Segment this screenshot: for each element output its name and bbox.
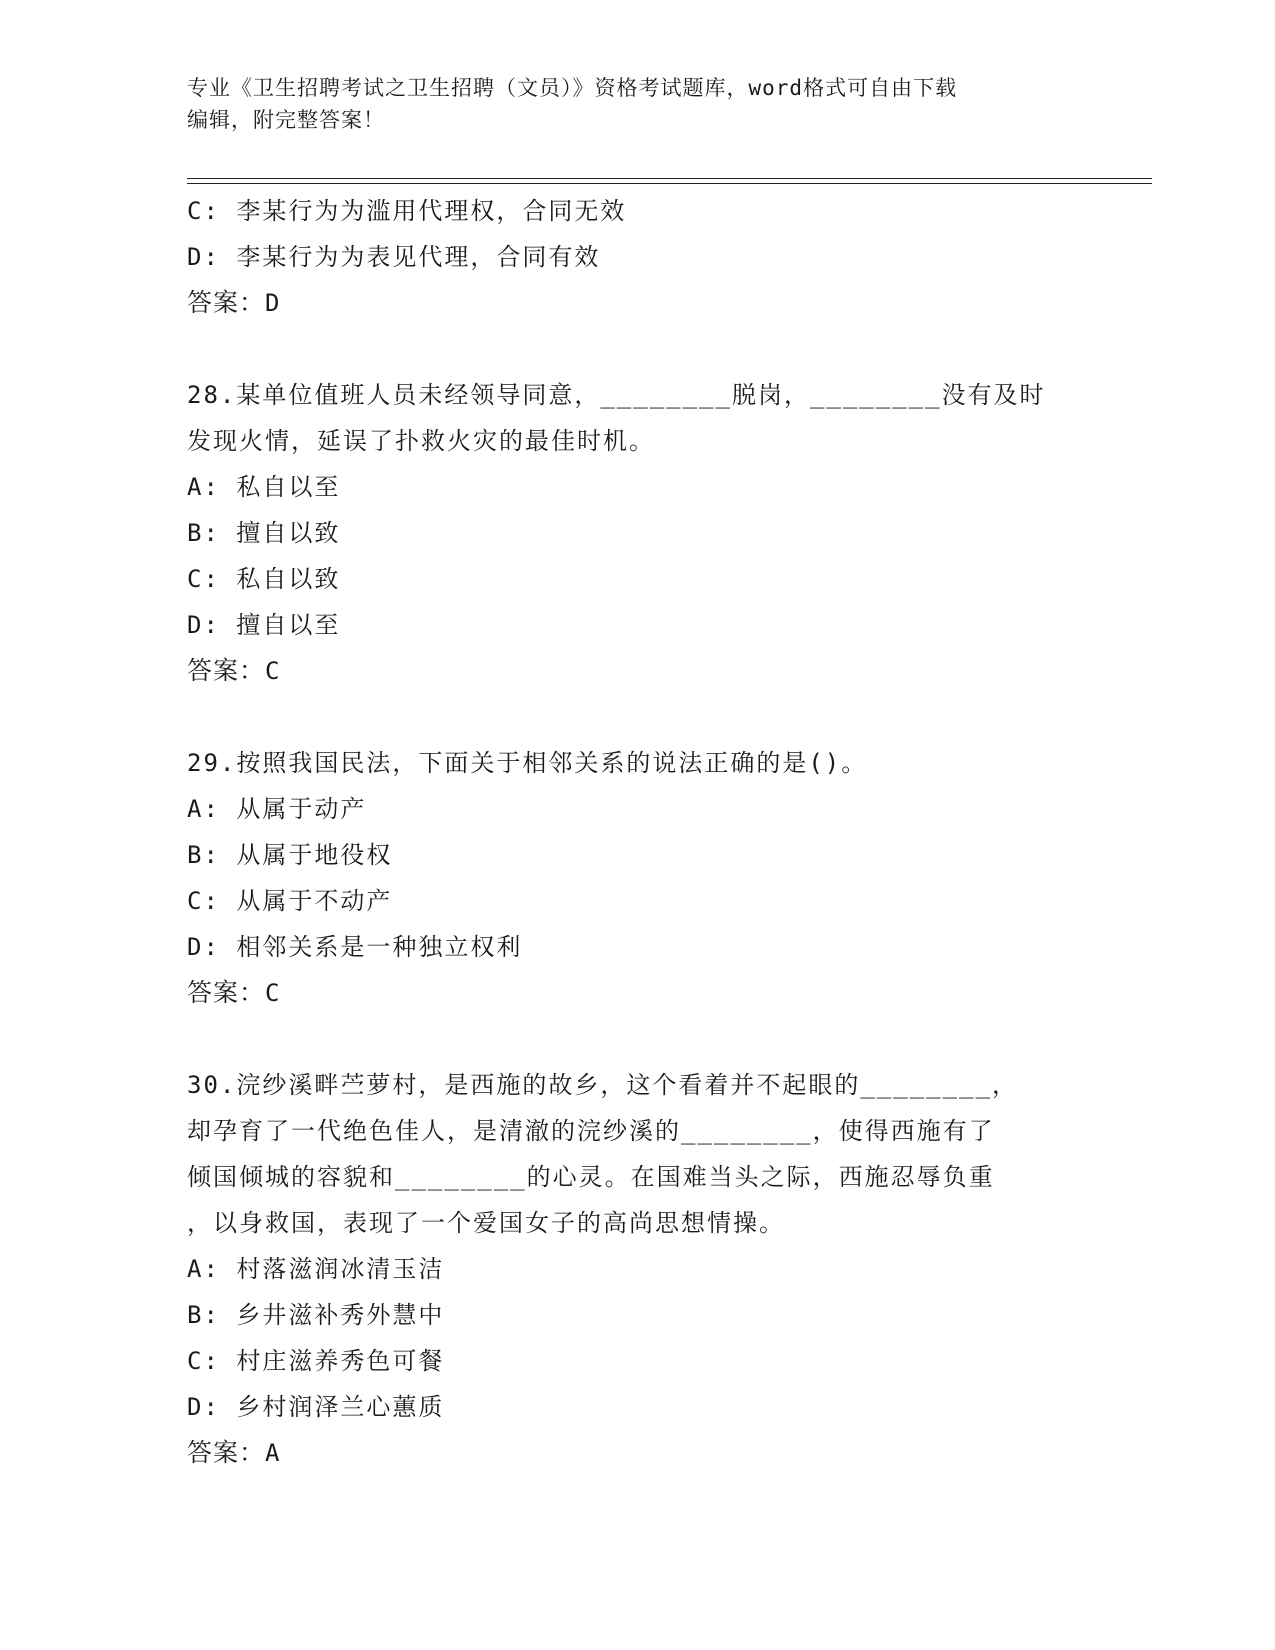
option-b: B: 乡井滋补秀外慧中 bbox=[187, 1301, 445, 1329]
option-d: D: 李某行为为表见代理，合同有效 bbox=[187, 243, 601, 271]
answer-value: D bbox=[265, 289, 281, 317]
question-stem: 倾国倾城的容貌和________的心灵。在国难当头之际，西施忍辱负重 bbox=[187, 1163, 995, 1191]
question-stem: 29.按照我国民法，下面关于相邻关系的说法正确的是()。 bbox=[187, 749, 868, 777]
option-c: C: 从属于不动产 bbox=[187, 887, 393, 915]
header-divider-top bbox=[187, 178, 1152, 179]
question-stem: 28.某单位值班人员未经领导同意，________脱岗，________没有及时 bbox=[187, 381, 1046, 409]
option-d: D: 相邻关系是一种独立权利 bbox=[187, 933, 523, 961]
option-a: A: 村落滋润冰清玉洁 bbox=[187, 1255, 445, 1283]
question-27-tail bbox=[187, 188, 1087, 326]
answer-label: 答案： bbox=[187, 1438, 266, 1467]
answer-line bbox=[187, 970, 1087, 1016]
question-30 bbox=[187, 1062, 1087, 1476]
header-line-2: 编辑，附完整答案！ bbox=[187, 108, 385, 132]
answer-value: A bbox=[265, 1439, 281, 1467]
option-b: B: 擅自以致 bbox=[187, 519, 341, 547]
document-header bbox=[187, 72, 1087, 136]
question-stem: 30.浣纱溪畔苎萝村，是西施的故乡，这个看着并不起眼的________， bbox=[187, 1071, 1018, 1099]
question-29 bbox=[187, 740, 1087, 1016]
question-stem: 发现火情，延误了扑救火灾的最佳时机。 bbox=[187, 427, 655, 455]
option-c: C: 私自以致 bbox=[187, 565, 341, 593]
answer-value: C bbox=[265, 979, 281, 1007]
answer-label: 答案： bbox=[187, 656, 266, 685]
question-list bbox=[187, 188, 1087, 1476]
option-d: D: 擅自以至 bbox=[187, 611, 341, 639]
option-d: D: 乡村润泽兰心蕙质 bbox=[187, 1393, 445, 1421]
header-divider-bottom bbox=[187, 183, 1152, 184]
option-a: A: 从属于动产 bbox=[187, 795, 367, 823]
option-b: B: 从属于地役权 bbox=[187, 841, 393, 869]
answer-label: 答案： bbox=[187, 288, 266, 317]
answer-line bbox=[187, 1430, 1087, 1476]
answer-label: 答案： bbox=[187, 978, 266, 1007]
question-28 bbox=[187, 372, 1087, 694]
answer-line bbox=[187, 648, 1087, 694]
option-c: C: 李某行为为滥用代理权，合同无效 bbox=[187, 197, 627, 225]
answer-line bbox=[187, 280, 1087, 326]
option-c: C: 村庄滋养秀色可餐 bbox=[187, 1347, 445, 1375]
question-stem: ，以身救国，表现了一个爱国女子的高尚思想情操。 bbox=[187, 1209, 785, 1237]
option-a: A: 私自以至 bbox=[187, 473, 341, 501]
question-stem: 却孕育了一代绝色佳人，是清澈的浣纱溪的________，使得西施有了 bbox=[187, 1117, 995, 1145]
answer-value: C bbox=[265, 657, 281, 685]
header-line-1: 专业《卫生招聘考试之卫生招聘（文员）》资格考试题库，word格式可自由下载 bbox=[187, 76, 958, 100]
